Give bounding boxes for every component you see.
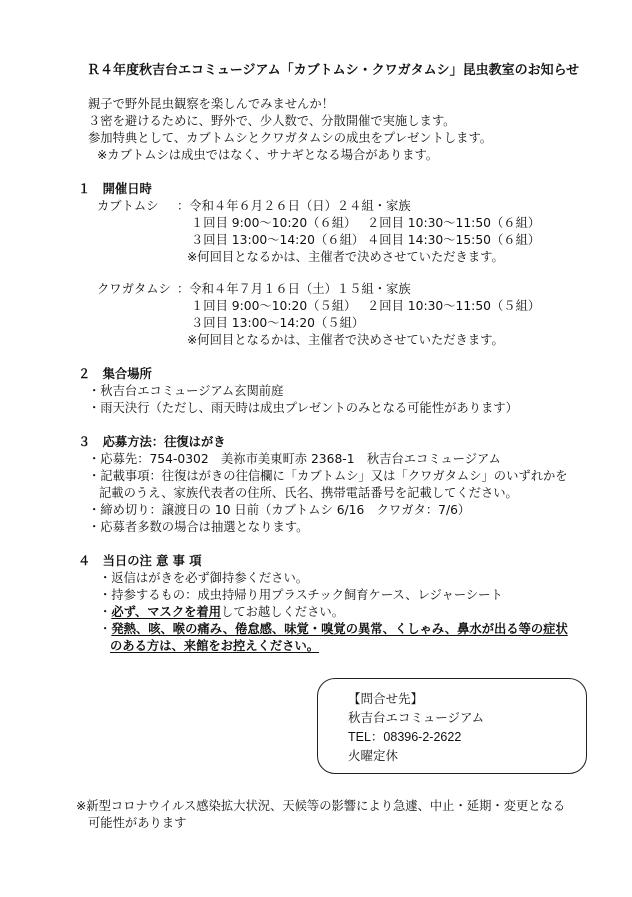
kabuto-label: カブトムシ (97, 199, 159, 213)
kuwagata-slot: １回目 9:00～10:20（５組） (191, 299, 357, 313)
bullet: ・ (99, 605, 112, 619)
list-item-symptoms (99, 621, 568, 638)
kabuto-date: ：令和４年６月２６日（日）２４組・家族 (177, 199, 411, 213)
contact-closed: 火曜定休 (348, 749, 399, 763)
list-item: ・応募先：754-0302 美祢市美東町赤 2368-1 秋吉台エコミュージアム (88, 452, 501, 466)
emphasis-symptoms: 発熱、咳、喉の痛み、倦怠感、味覚・嗅覚の異常、くしゃみ、鼻水が出る等の症状 (111, 622, 568, 636)
footer-line: 可能性があります (88, 816, 187, 830)
kuwagata-note: ※何回目となるかは、主催者で決めさせていただきます。 (187, 333, 504, 347)
kabuto-slot: ３回目 13:00～14:20（６組） (191, 233, 365, 247)
list-item-mask (99, 604, 344, 621)
intro-line: 参加特典として、カブトムシとクワガタムシの成虫をプレゼントします。 (88, 131, 493, 145)
intro-line: 親子で野外昆虫観察を楽しんでみませんか！ (88, 97, 334, 111)
contact-box (317, 678, 587, 774)
emphasis-symptoms-continued: のある方は、来館をお控えください。 (110, 639, 320, 653)
kabuto-note: ※何回目となるかは、主催者で決めさせていただきます。 (187, 250, 504, 264)
emphasis-mask: 必ず、マスクを着用 (111, 605, 222, 619)
list-item: ・秋吉台エコミュージアム玄関前庭 (88, 384, 284, 398)
section-heading: ２ 集合場所 (78, 367, 152, 381)
bullet: ・ (99, 622, 112, 636)
list-item: ・持参するもの：成虫持帰り用プラスチック飼育ケース、レジャーシート (99, 588, 503, 602)
list-item: ・応募者多数の場合は抽選となります。 (88, 520, 309, 534)
contact-org: 秋吉台エコミュージアム (348, 711, 485, 725)
contact-tel: TEL：08396-2-2622 (348, 730, 462, 744)
contact-label: 【問合せ先】 (348, 692, 424, 706)
list-item: ・雨天決行（ただし、雨天時は成虫プレゼントのみとなる可能性があります） (88, 401, 518, 415)
section-heading: ４ 当日の注 意 事 項 (78, 554, 202, 568)
kuwagata-slot: ３回目 13:00～14:20（５組） (191, 316, 365, 330)
kuwagata-label: クワガタムシ (97, 282, 171, 296)
kabuto-slot: ４回目 14:30～15:50（６組） (367, 233, 541, 247)
section-heading: １ 開催日時 (78, 182, 152, 196)
kabuto-slot: ２回目 10:30～11:50（６組） (367, 216, 541, 230)
intro-line: ３密を避けるために、野外で、少人数で、分散開催で実施します。 (88, 114, 456, 128)
section-heading: ３ 応募方法：往復はがき (78, 435, 226, 449)
item-text: してお越しください。 (221, 605, 344, 619)
list-item-continued: 記載のうえ、家族代表者の住所、氏名、携帯電話番号を記載してください。 (99, 486, 518, 500)
list-item: ・返信はがきを必ず御持参ください。 (99, 571, 309, 585)
kuwagata-date: ：令和４年７月１６日（土）１５組・家族 (177, 282, 411, 296)
document-title: Ｒ４年度秋吉台エコミュージアム「カブトムシ・クワガタムシ」昆虫教室のお知らせ (87, 63, 580, 78)
kabuto-slot: １回目 9:00～10:20（６組） (191, 216, 357, 230)
list-item: ・記載事項：往復はがきの往信欄に「カブトムシ」又は「クワガタムシ」のいずれかを (88, 469, 568, 483)
footer-line: ※新型コロナウイルス感染拡大状況、天候等の影響により急遽、中止・延期・変更となる (76, 799, 566, 813)
kuwagata-slot: ２回目 10:30～11:50（５組） (367, 299, 541, 313)
list-item: ・締め切り：譲渡日の 10 日前（カブトムシ 6/16 クワガタ：7/6） (88, 503, 471, 517)
intro-note: ※カブトムシは成虫ではなく、サナギとなる場合があります。 (97, 148, 439, 162)
